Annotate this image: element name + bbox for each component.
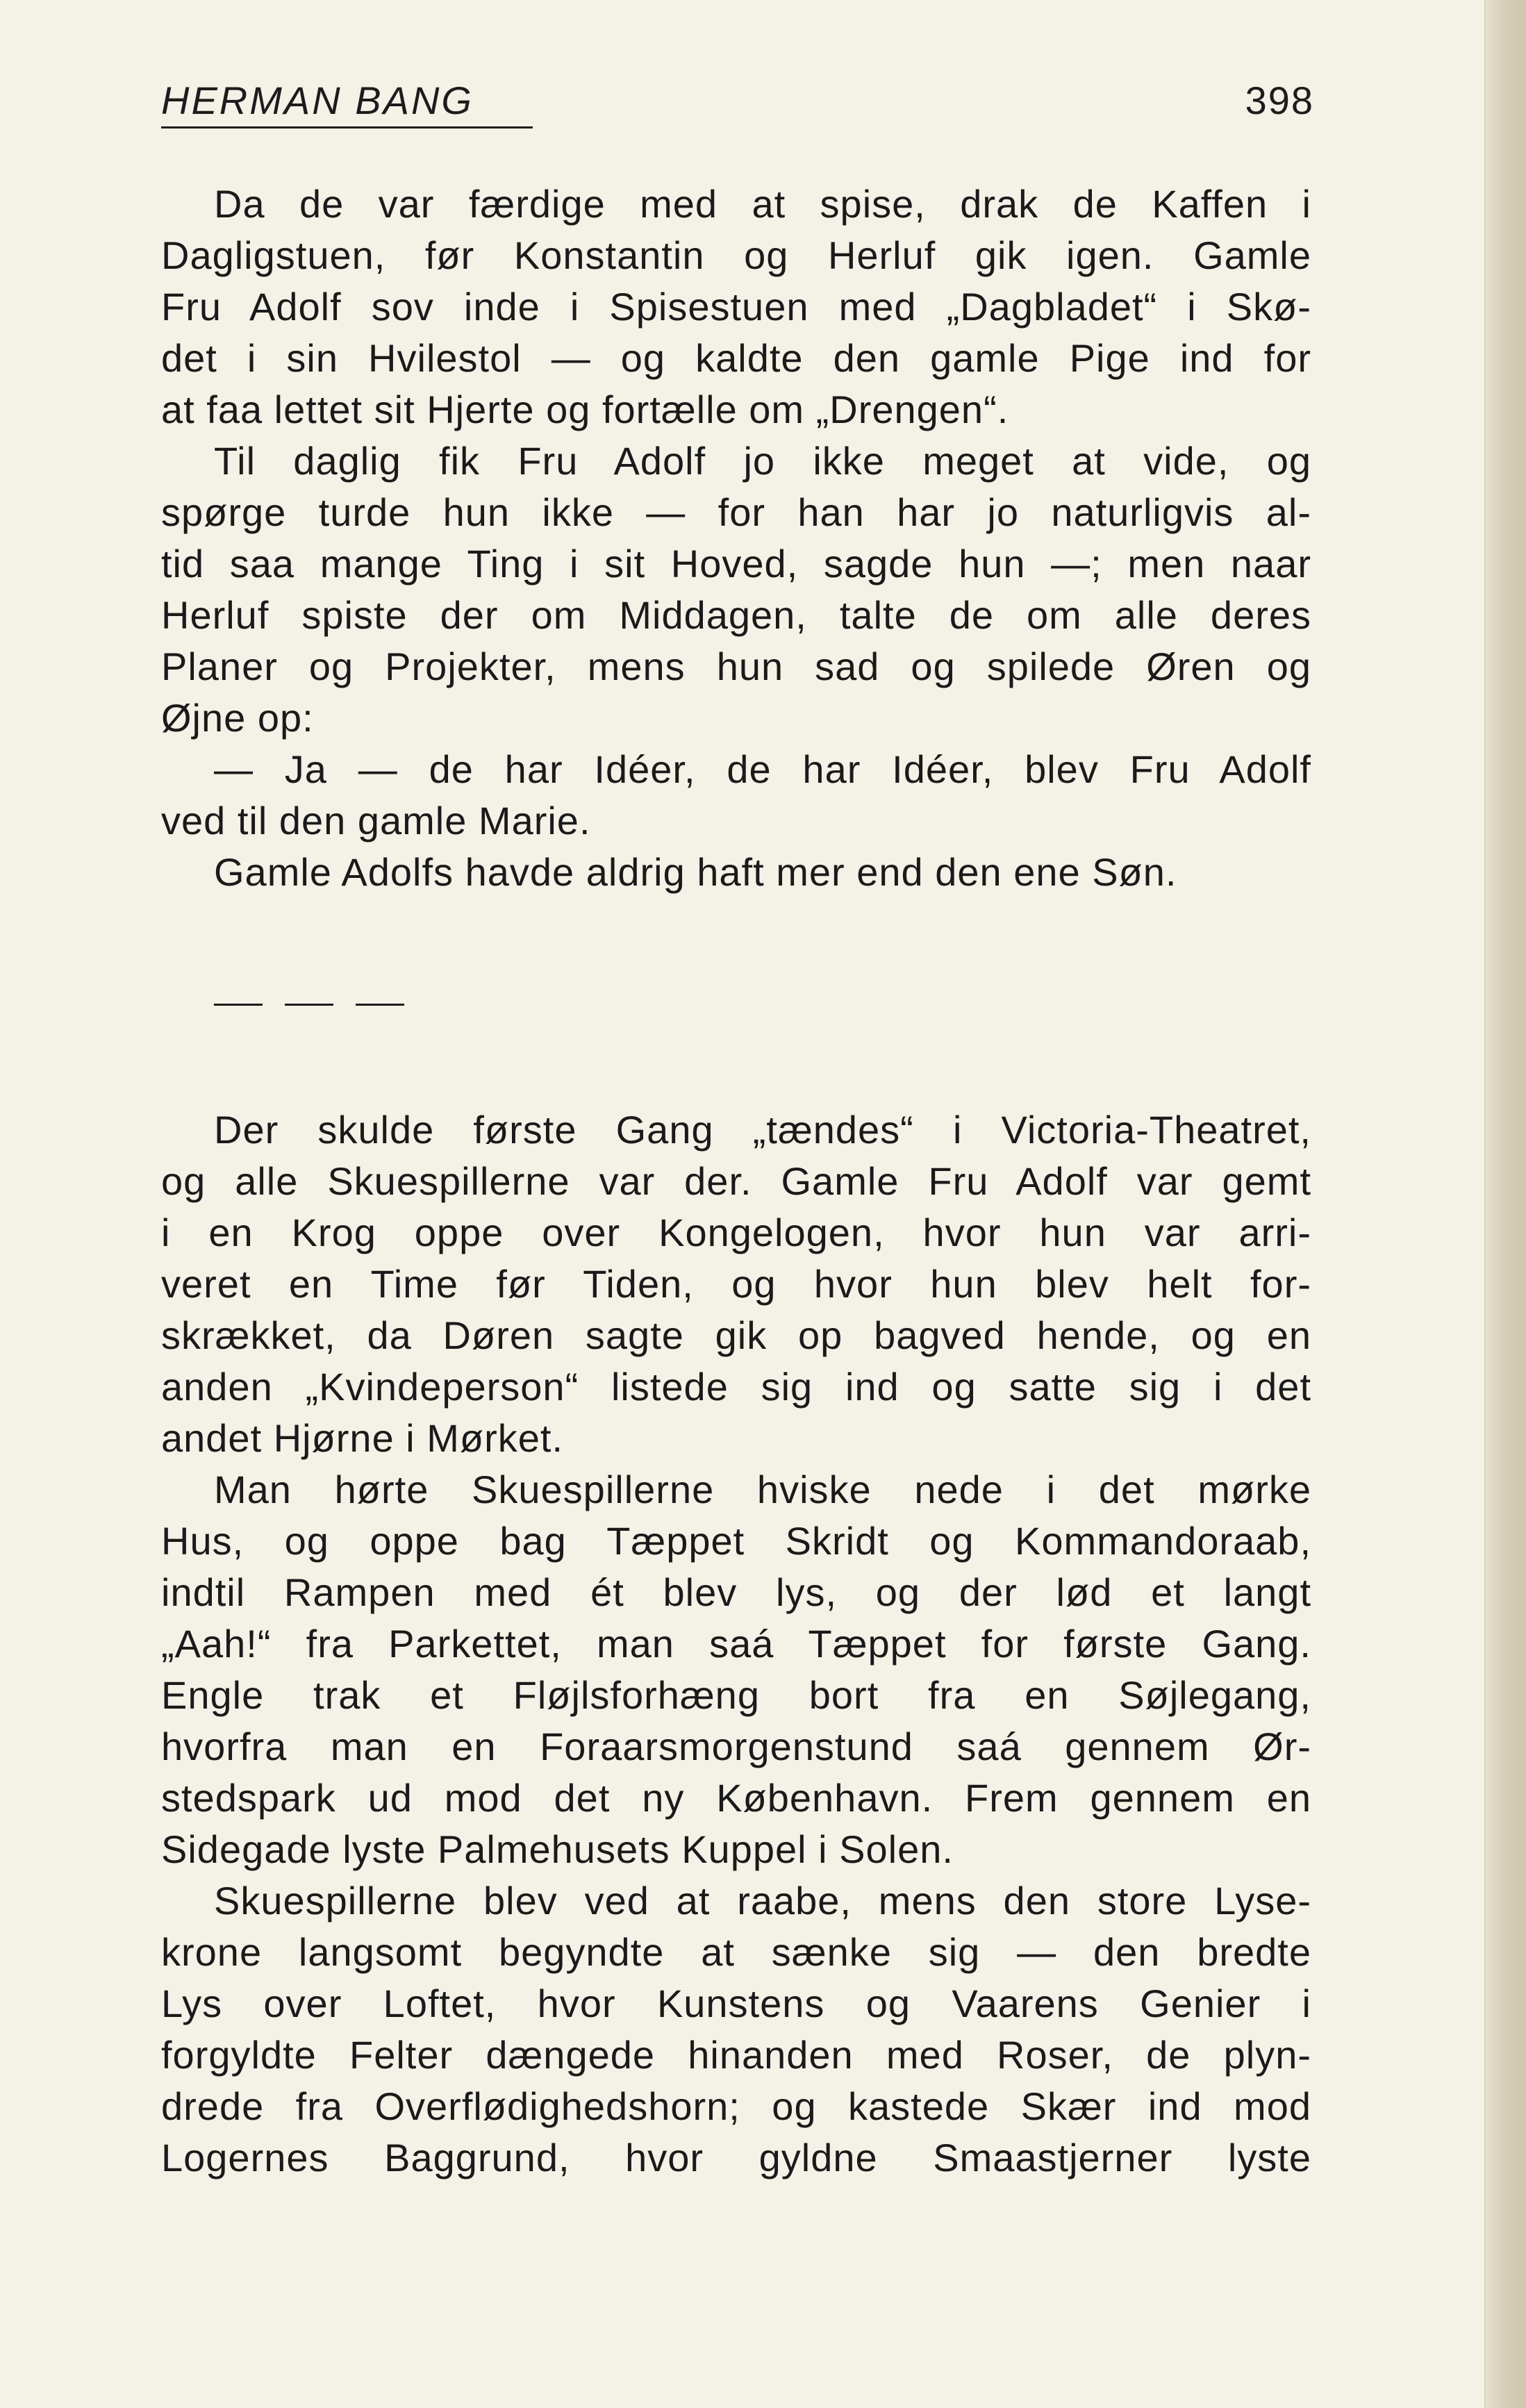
text-line: Da de var færdige med at spise, drak de Kaffen i xyxy=(214,182,1311,226)
text-line: at faa lettet sit Hjerte og fortælle om „Drengen“. xyxy=(161,388,1009,431)
text-line: anden „Kvindeperson“ listede sig ind og satte sig i det xyxy=(161,1365,1311,1409)
text-line: Skuespillerne blev ved at raabe, mens den store Lyse- xyxy=(214,1879,1311,1923)
text-line: Gamle Adolfs havde aldrig haft mer end den ene Søn. xyxy=(214,850,1177,894)
text-line: forgyldte Felter dængede hinanden med Roser, de plyn- xyxy=(161,2033,1311,2077)
text-line: — Ja — de har Idéer, de har Idéer, blev Fru Adolf xyxy=(214,747,1311,791)
text-line: Engle trak et Fløjlsforhæng bort fra en Søjlegang, xyxy=(161,1673,1311,1717)
text-line: krone langsomt begyndte at sænke sig — den bredte xyxy=(161,1930,1311,1974)
text-line: Planer og Projekter, mens hun sad og spilede Øren og xyxy=(161,645,1311,688)
section-break-dash xyxy=(285,1004,333,1006)
text-line: og alle Skuespillerne var der. Gamle Fru Adolf var gemt xyxy=(161,1159,1311,1203)
text-line: veret en Time før Tiden, og hvor hun blev helt for- xyxy=(161,1262,1311,1306)
page-header xyxy=(161,76,1314,132)
text-line: indtil Rampen med ét blev lys, og der lød et langt xyxy=(161,1570,1311,1614)
section-break xyxy=(161,898,1311,1104)
text-line: skrækket, da Døren sagte gik op bagved hende, og en xyxy=(161,1313,1311,1357)
book-spine-edge xyxy=(1484,0,1526,2408)
text-line: Sidegade lyste Palmehusets Kuppel i Solen. xyxy=(161,1827,954,1871)
page-number: 398 xyxy=(1245,78,1314,122)
text-line: ved til den gamle Marie. xyxy=(161,799,591,842)
text-line: „Aah!“ fra Parkettet, man saá Tæppet for første Gang. xyxy=(161,1622,1311,1666)
text-line: Der skulde første Gang „tændes“ i Victoria-Theatret, xyxy=(214,1108,1311,1152)
text-line: i en Krog oppe over Kongelogen, hvor hun var arri- xyxy=(161,1211,1311,1254)
text-line: Logernes Baggrund, hvor gyldne Smaastjerner lyste xyxy=(161,2136,1311,2179)
text-line: Man hørte Skuespillerne hviske nede i det mørke xyxy=(214,1468,1311,1511)
text-line: andet Hjørne i Mørket. xyxy=(161,1416,564,1460)
text-line: Fru Adolf sov inde i Spisestuen med „Dagbladet“ i Skø- xyxy=(161,285,1311,329)
text-line: Dagligstuen, før Konstantin og Herluf gik igen. Gamle xyxy=(161,233,1311,277)
text-line: Lys over Loftet, hvor Kunstens og Vaarens Genier i xyxy=(161,1982,1311,2025)
text-line: hvorfra man en Foraarsmorgenstund saá gennem Ør- xyxy=(161,1725,1311,1768)
header-rule xyxy=(161,126,533,128)
text-line: stedspark ud mod det ny København. Frem gennem en xyxy=(161,1776,1311,1820)
text-line: drede fra Overflødighedshorn; og kastede Skær ind mod xyxy=(161,2084,1311,2128)
text-line: spørge turde hun ikke — for han har jo naturligvis al- xyxy=(161,490,1311,534)
running-title: HERMAN BANG xyxy=(161,78,474,122)
body-text xyxy=(161,178,1311,2184)
text-line: Hus, og oppe bag Tæppet Skridt og Kommandoraab, xyxy=(161,1519,1311,1563)
text-line: det i sin Hvilestol — og kaldte den gamle Pige ind for xyxy=(161,336,1311,380)
text-line: Herluf spiste der om Middagen, talte de om alle deres xyxy=(161,593,1311,637)
text-line: tid saa mange Ting i sit Hoved, sagde hun —; men naar xyxy=(161,542,1311,586)
section-break-dash xyxy=(356,1004,404,1006)
text-line: Øjne op: xyxy=(161,696,314,740)
section-break-dash xyxy=(214,1004,263,1006)
text-line: Til daglig fik Fru Adolf jo ikke meget at vide, og xyxy=(214,439,1311,483)
